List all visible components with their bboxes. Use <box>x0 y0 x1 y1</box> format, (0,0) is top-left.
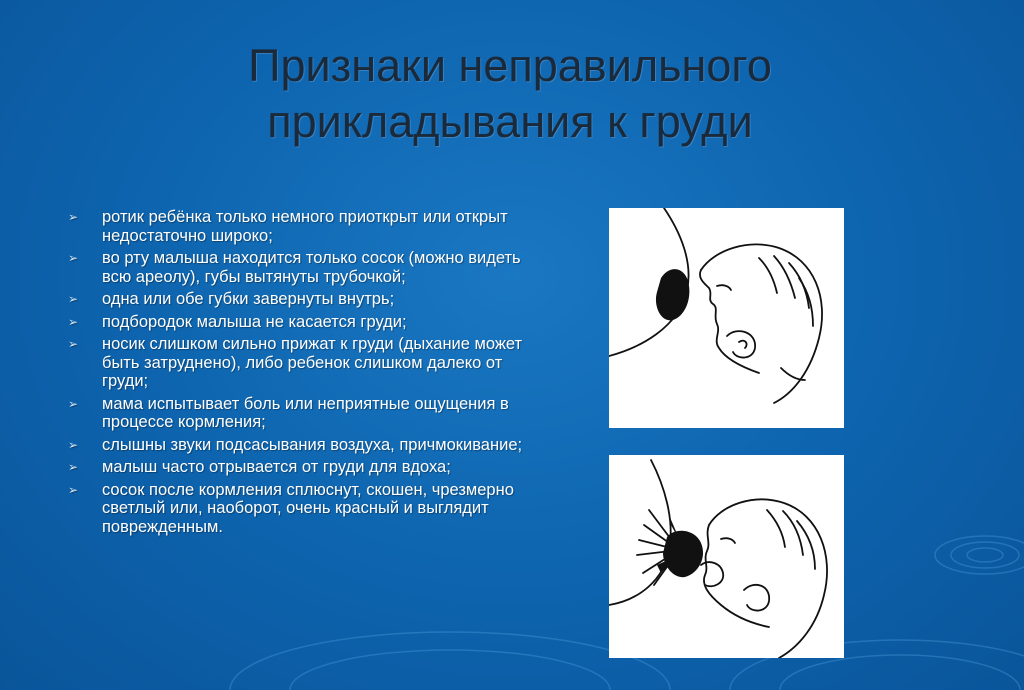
title-line-2: прикладывания к груди <box>267 96 753 147</box>
bullet-arrow-icon: ➢ <box>68 482 79 497</box>
list-item <box>64 436 524 455</box>
list-item-text: мама испытывает боль или неприятные ощущения в процессе кормления; <box>102 394 509 431</box>
title-line-1: Признаки неправильного <box>248 40 772 91</box>
list-item <box>64 290 524 309</box>
baby-breastfeeding-drawing <box>609 208 844 428</box>
bullet-arrow-icon: ➢ <box>68 337 79 351</box>
bullet-arrow-icon: ➢ <box>68 437 79 452</box>
list-item <box>64 208 524 245</box>
list-item <box>64 313 524 332</box>
list-item-text: малыш часто отрывается от груди для вдоха; <box>102 458 451 476</box>
signs-list <box>64 208 524 540</box>
bullet-arrow-icon: ➢ <box>68 460 79 474</box>
bullet-arrow-icon: ➢ <box>68 251 79 265</box>
list-item <box>64 395 524 432</box>
list-item-text: носик слишком сильно прижат к груди (дыхание может быть затруднено), либо ребенок слишком далеко от груди; <box>102 335 523 390</box>
bullet-arrow-icon: ➢ <box>68 314 79 329</box>
list-item-text: одна или обе губки завернуты внутрь; <box>102 290 395 308</box>
list-item <box>64 458 524 477</box>
list-item-text: слышны звуки подсасывания воздуха, причмокивание; <box>102 435 523 454</box>
page-title <box>160 38 860 150</box>
illustration-incorrect-latch-2 <box>609 455 844 658</box>
list-item <box>64 249 524 286</box>
list-item-text: подбородок малыша не касается груди; <box>102 312 407 331</box>
bullet-arrow-icon: ➢ <box>68 210 79 224</box>
bullet-arrow-icon: ➢ <box>68 292 79 306</box>
bullet-arrow-icon: ➢ <box>68 396 79 411</box>
list-item <box>64 335 524 391</box>
list-item <box>64 481 524 537</box>
list-item-text: сосок после кормления сплюснут, скошен, чрезмерно светлый или, наоборот, очень красный и выглядит поврежденным. <box>102 480 514 536</box>
illustration-incorrect-latch-1 <box>609 208 844 428</box>
list-item-text: ротик ребёнка только немного приоткрыт или открыт недостаточно широко; <box>102 208 508 245</box>
list-item-text: во рту малыша находится только сосок (можно видеть всю ареолу), губы вытянуты трубочкой; <box>102 249 521 286</box>
baby-breastfeeding-drawing <box>609 455 844 658</box>
